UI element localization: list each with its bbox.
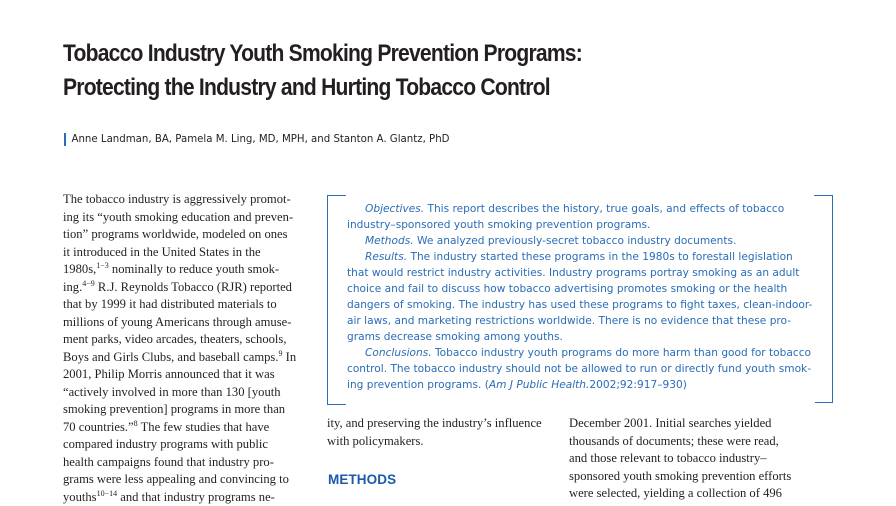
text-line: compared industry programs with public [63, 436, 333, 454]
text-fragment: The few studies that have [141, 420, 270, 434]
citation-details: 2002;92:917–930) [589, 377, 686, 393]
text-line [63, 261, 333, 279]
citation-journal: Am J Public Health. [489, 377, 590, 393]
text-fragment: youths [63, 490, 97, 504]
citation-ref: 9 [278, 349, 282, 358]
text-line [63, 279, 333, 297]
text-line: ity, and preserving the industry’s influence [327, 415, 567, 433]
body-column-right [569, 415, 839, 503]
text-line [63, 489, 333, 506]
text-fragment: R.J. Reynolds Tobacco (RJR) reported [98, 280, 292, 294]
text-fragment: We analyzed previously-secret tobacco industry documents. [417, 233, 736, 249]
abstract-line [347, 377, 819, 393]
abstract-line [347, 249, 819, 265]
text-line: 2001, Philip Morris announced that it was [63, 366, 333, 384]
body-column-middle [327, 415, 567, 450]
text-line: tion” programs worldwide, modeled on ones [63, 226, 333, 244]
text-line: ment parks, video arcades, theaters, schools, [63, 331, 333, 349]
text-line: ing its “youth smoking education and preven- [63, 209, 333, 227]
abstract-line [347, 233, 819, 249]
abstract-line: grams decrease smoking among youths. [347, 329, 819, 345]
title-line-1: Tobacco Industry Youth Smoking Prevention Programs: [63, 37, 717, 71]
abstract-box [327, 195, 833, 403]
text-line: “actively involved in more than 130 [youth [63, 384, 333, 402]
bracket-bottom-right [815, 401, 833, 403]
text-line: smoking prevention] programs in more than [63, 401, 333, 419]
text-fragment: Boys and Girls Clubs, and baseball camps. [63, 350, 278, 364]
text-line: The tobacco industry is aggressively promot- [63, 191, 333, 209]
text-fragment: The industry started these programs in the 1980s to forestall legislation [410, 251, 792, 263]
results-label: Results. [365, 251, 407, 263]
text-fragment: Tobacco industry youth programs do more harm than good for tobacco [435, 345, 811, 361]
abstract-line [347, 201, 819, 217]
text-line: December 2001. Initial searches yielded [569, 415, 839, 433]
text-line: millions of young Americans through amuse- [63, 314, 333, 332]
bracket-left [327, 195, 346, 405]
bracket-right [831, 195, 833, 403]
citation-ref: 8 [134, 419, 138, 428]
text-fragment: ing prevention programs. ( [347, 377, 489, 393]
text-line [63, 349, 333, 367]
objectives-label: Objectives. [365, 203, 424, 215]
abstract-line: choice and fail to discuss how tobacco advertising promotes smoking or the health [347, 281, 819, 297]
text-fragment: In [286, 350, 297, 364]
text-fragment: This report describes the history, true goals, and effects of tobacco [428, 203, 785, 215]
citation-ref: 1−3 [96, 261, 109, 270]
methods-label: Methods. [365, 233, 414, 249]
citation-ref: 10−14 [97, 489, 118, 498]
text-fragment: 70 countries.” [63, 420, 134, 434]
text-line: were selected, yielding a collection of 496 [569, 485, 839, 503]
section-heading-methods: METHODS [328, 472, 396, 487]
abstract-text [347, 201, 819, 393]
text-line: sponsored youth smoking prevention efforts [569, 468, 839, 486]
text-fragment: nominally to reduce youth smok- [112, 262, 279, 276]
citation-ref: 4−9 [82, 279, 95, 288]
text-line [63, 419, 333, 437]
conclusions-label: Conclusions. [365, 345, 432, 361]
authors-text: Anne Landman, BA, Pamela M. Ling, MD, MPH, and Stanton A. Glantz, PhD [72, 134, 450, 145]
text-line: that by 1999 it had distributed materials to [63, 296, 333, 314]
text-line: thousands of documents; these were read, [569, 433, 839, 451]
abstract-line: that would restrict industry activities. Industry programs portray smoking as an adult [347, 265, 819, 281]
abstract-line [347, 345, 819, 361]
text-fragment: 1980s, [63, 262, 96, 276]
text-line: with policymakers. [327, 433, 567, 451]
body-column-left [63, 191, 333, 506]
abstract-line: dangers of smoking. The industry has used these programs to fight taxes, clean-indoor- [347, 297, 819, 313]
text-line: it introduced in the United States in the [63, 244, 333, 262]
author-byline [64, 133, 450, 146]
abstract-line: industry–sponsored youth smoking prevention programs. [347, 217, 819, 233]
text-fragment: ing. [63, 280, 82, 294]
article-title [63, 37, 717, 105]
text-fragment: and that industry programs ne- [120, 490, 275, 504]
title-line-2: Protecting the Industry and Hurting Tobacco Control [63, 71, 717, 105]
text-line: grams were less appealing and convincing to [63, 471, 333, 489]
abstract-line: air laws, and marketing restrictions worldwide. There is no evidence that these pro- [347, 313, 819, 329]
text-line: and those relevant to tobacco industry– [569, 450, 839, 468]
text-line: health campaigns found that industry pro- [63, 454, 333, 472]
abstract-line: control. The tobacco industry should not be allowed to run or directly fund youth smok- [347, 361, 819, 377]
byline-accent-bar [64, 133, 66, 146]
